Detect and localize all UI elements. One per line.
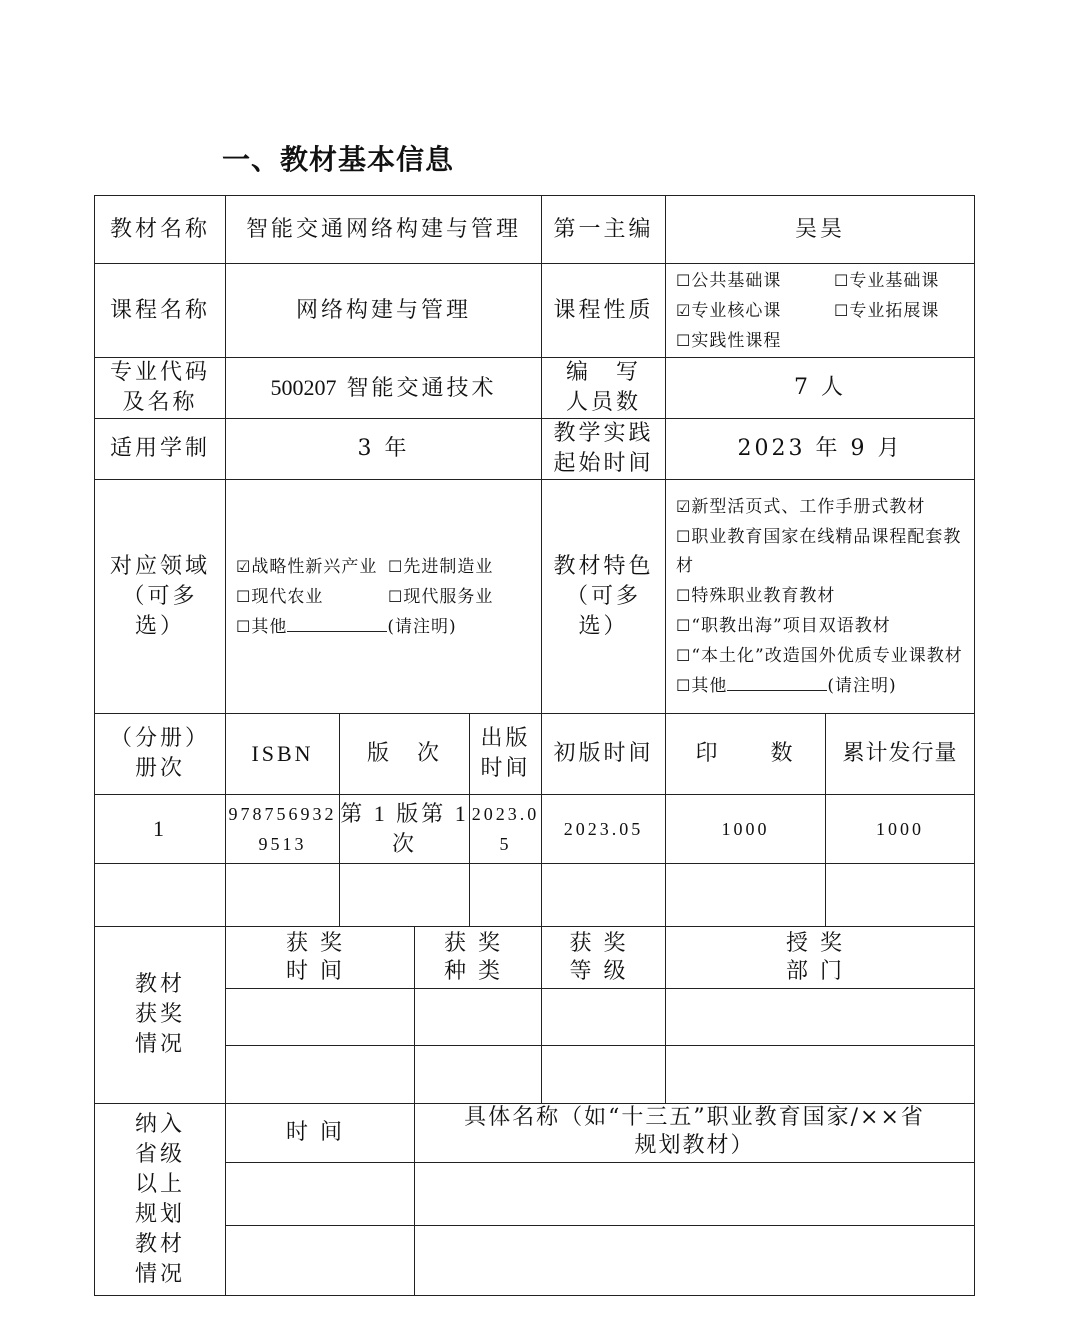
field-options bbox=[226, 480, 542, 714]
course-nature-options bbox=[666, 264, 975, 358]
award-time-header: 获奖 时间 bbox=[226, 927, 415, 989]
course-nature-option[interactable]: ☑专业核心课 bbox=[676, 300, 782, 321]
course-nature-option[interactable]: ☐实践性课程 bbox=[676, 330, 782, 351]
field-option[interactable]: ☐现代农业 bbox=[236, 586, 324, 607]
checkbox-icon[interactable]: ☐ bbox=[676, 616, 692, 635]
feature-label: 教材特色 （可多 选） bbox=[542, 480, 666, 714]
row-field-feature bbox=[95, 480, 975, 714]
awards-label: 教材 获奖 情况 bbox=[95, 927, 226, 1104]
award-type-cell[interactable] bbox=[415, 1046, 542, 1104]
feature-option[interactable]: ☐“职教出海”项目双语教材 bbox=[676, 616, 891, 636]
edition-value[interactable]: 第 1 版第 1 次 bbox=[340, 795, 470, 864]
planning-name-header: 具体名称（如“十三五”职业教育国家/××省 规划教材） bbox=[415, 1104, 975, 1163]
chief-editor-value[interactable]: 吴昊 bbox=[666, 196, 975, 264]
planning-label: 纳入 省级 以上 规划 教材 情况 bbox=[95, 1104, 226, 1296]
course-nature-option[interactable]: ☐公共基础课 bbox=[676, 270, 782, 291]
first-edition-time-value[interactable]: 2023.05 bbox=[542, 795, 666, 864]
chief-editor-label: 第一主编 bbox=[542, 196, 666, 264]
total-issued-header: 累计发行量 bbox=[826, 714, 975, 795]
table-row bbox=[95, 1046, 975, 1104]
isbn-header: ISBN bbox=[226, 714, 340, 795]
first-edition-time-header: 初版时间 bbox=[542, 714, 666, 795]
course-nature-option[interactable]: ☐专业拓展课 bbox=[834, 300, 940, 321]
print-count-header: 印 数 bbox=[666, 714, 826, 795]
award-time-cell[interactable] bbox=[226, 989, 415, 1046]
award-type-cell[interactable] bbox=[415, 989, 542, 1046]
planning-name-cell[interactable] bbox=[415, 1163, 975, 1226]
pub-time-header: 出版 时间 bbox=[470, 714, 542, 795]
field-option[interactable]: ☐先进制造业 bbox=[388, 556, 494, 577]
checkbox-icon[interactable]: ☐ bbox=[388, 586, 404, 606]
table-row bbox=[95, 1226, 975, 1296]
fill-in-blank[interactable] bbox=[727, 672, 827, 691]
feature-option-other[interactable]: ☐其他 (请注明) bbox=[676, 671, 968, 701]
edition-header: 版 次 bbox=[340, 714, 470, 795]
print-count-value[interactable] bbox=[666, 864, 826, 927]
table-row bbox=[95, 1163, 975, 1226]
award-time-cell[interactable] bbox=[226, 1046, 415, 1104]
writers-count[interactable]: 7 人 bbox=[666, 358, 975, 419]
checkbox-icon[interactable]: ☐ bbox=[834, 300, 850, 320]
award-level-cell[interactable] bbox=[542, 989, 666, 1046]
checkbox-icon[interactable]: ☐ bbox=[676, 646, 692, 665]
row-volume-headers bbox=[95, 714, 975, 795]
isbn-value[interactable]: 978756932 9513 bbox=[226, 795, 340, 864]
course-name-value[interactable]: 网络构建与管理 bbox=[226, 264, 542, 358]
pub-time-value[interactable] bbox=[470, 864, 542, 927]
planning-time-cell[interactable] bbox=[226, 1226, 415, 1296]
row-course-name bbox=[95, 264, 975, 358]
textbook-name-label: 教材名称 bbox=[95, 196, 226, 264]
section-heading: 一、教材基本信息 bbox=[222, 143, 455, 176]
award-dept-cell[interactable] bbox=[666, 989, 975, 1046]
volume-number[interactable]: 1 bbox=[95, 795, 226, 864]
pub-time-value[interactable]: 2023.0 5 bbox=[470, 795, 542, 864]
checkbox-icon[interactable]: ☐ bbox=[834, 270, 850, 290]
checkbox-icon[interactable]: ☐ bbox=[676, 270, 692, 290]
award-level-header: 获奖 等级 bbox=[542, 927, 666, 989]
volume-header: （分册） 册次 bbox=[95, 714, 226, 795]
field-option[interactable]: ☑战略性新兴产业 bbox=[236, 556, 378, 577]
table-row bbox=[95, 795, 975, 864]
textbook-name-value[interactable]: 智能交通网络构建与管理 bbox=[226, 196, 542, 264]
fill-in-blank[interactable] bbox=[287, 613, 387, 632]
checkbox-icon[interactable]: ☐ bbox=[676, 330, 692, 350]
feature-options bbox=[666, 480, 975, 714]
award-dept-cell[interactable] bbox=[666, 1046, 975, 1104]
practice-label: 教学实践 起始时间 bbox=[542, 419, 666, 480]
award-type-header: 获奖 种类 bbox=[415, 927, 542, 989]
checkbox-icon[interactable]: ☐ bbox=[236, 616, 252, 636]
system-label: 适用学制 bbox=[95, 419, 226, 480]
isbn-value[interactable] bbox=[226, 864, 340, 927]
checkbox-icon[interactable]: ☐ bbox=[236, 586, 252, 606]
row-textbook-name bbox=[95, 196, 975, 264]
checkbox-checked-icon[interactable]: ☑ bbox=[236, 556, 252, 576]
major-value[interactable]: 500207 智能交通技术 bbox=[226, 358, 542, 419]
row-planning-header bbox=[95, 1104, 975, 1163]
planning-time-header: 时间 bbox=[226, 1104, 415, 1163]
course-nature-label: 课程性质 bbox=[542, 264, 666, 358]
major-label: 专业代码 及名称 bbox=[95, 358, 226, 419]
total-issued-value[interactable] bbox=[826, 864, 975, 927]
checkbox-icon[interactable]: ☐ bbox=[676, 676, 692, 695]
system-value[interactable]: 3 年 bbox=[226, 419, 542, 480]
planning-time-cell[interactable] bbox=[226, 1163, 415, 1226]
field-label: 对应领域 （可多 选） bbox=[95, 480, 226, 714]
row-major bbox=[95, 358, 975, 419]
award-level-cell[interactable] bbox=[542, 1046, 666, 1104]
feature-option[interactable]: ☐特殊职业教育教材 bbox=[676, 586, 836, 606]
checkbox-checked-icon[interactable]: ☑ bbox=[676, 300, 692, 320]
field-option[interactable]: ☐现代服务业 bbox=[388, 586, 494, 607]
award-dept-header: 授奖 部门 bbox=[666, 927, 975, 989]
writers-label: 编 写 人员数 bbox=[542, 358, 666, 419]
first-edition-time-value[interactable] bbox=[542, 864, 666, 927]
checkbox-icon[interactable]: ☐ bbox=[676, 527, 692, 546]
planning-name-cell[interactable] bbox=[415, 1226, 975, 1296]
feature-option[interactable]: ☐职业教育国家在线精品课程配套教材 bbox=[676, 527, 962, 576]
volume-number[interactable] bbox=[95, 864, 226, 927]
row-system bbox=[95, 419, 975, 480]
total-issued-value[interactable]: 1000 bbox=[826, 795, 975, 864]
edition-value[interactable] bbox=[340, 864, 470, 927]
course-name-label: 课程名称 bbox=[95, 264, 226, 358]
course-nature-option[interactable]: ☐专业基础课 bbox=[834, 270, 940, 291]
feature-option[interactable]: ☐“本土化”改造国外优质专业课教材 bbox=[676, 646, 963, 666]
row-awards-header bbox=[95, 927, 975, 989]
checkbox-checked-icon[interactable]: ☑ bbox=[676, 497, 692, 516]
practice-value[interactable]: 2023 年 9 月 bbox=[666, 419, 975, 480]
checkbox-icon[interactable]: ☐ bbox=[388, 556, 404, 576]
table-row bbox=[95, 864, 975, 927]
print-count-value[interactable]: 1000 bbox=[666, 795, 826, 864]
table-row bbox=[95, 989, 975, 1046]
field-option-other[interactable]: ☐其他 (请注明) bbox=[236, 612, 541, 642]
feature-option[interactable]: ☑新型活页式、工作手册式教材 bbox=[676, 497, 926, 517]
checkbox-icon[interactable]: ☐ bbox=[676, 586, 692, 605]
textbook-info-table bbox=[94, 195, 975, 1296]
